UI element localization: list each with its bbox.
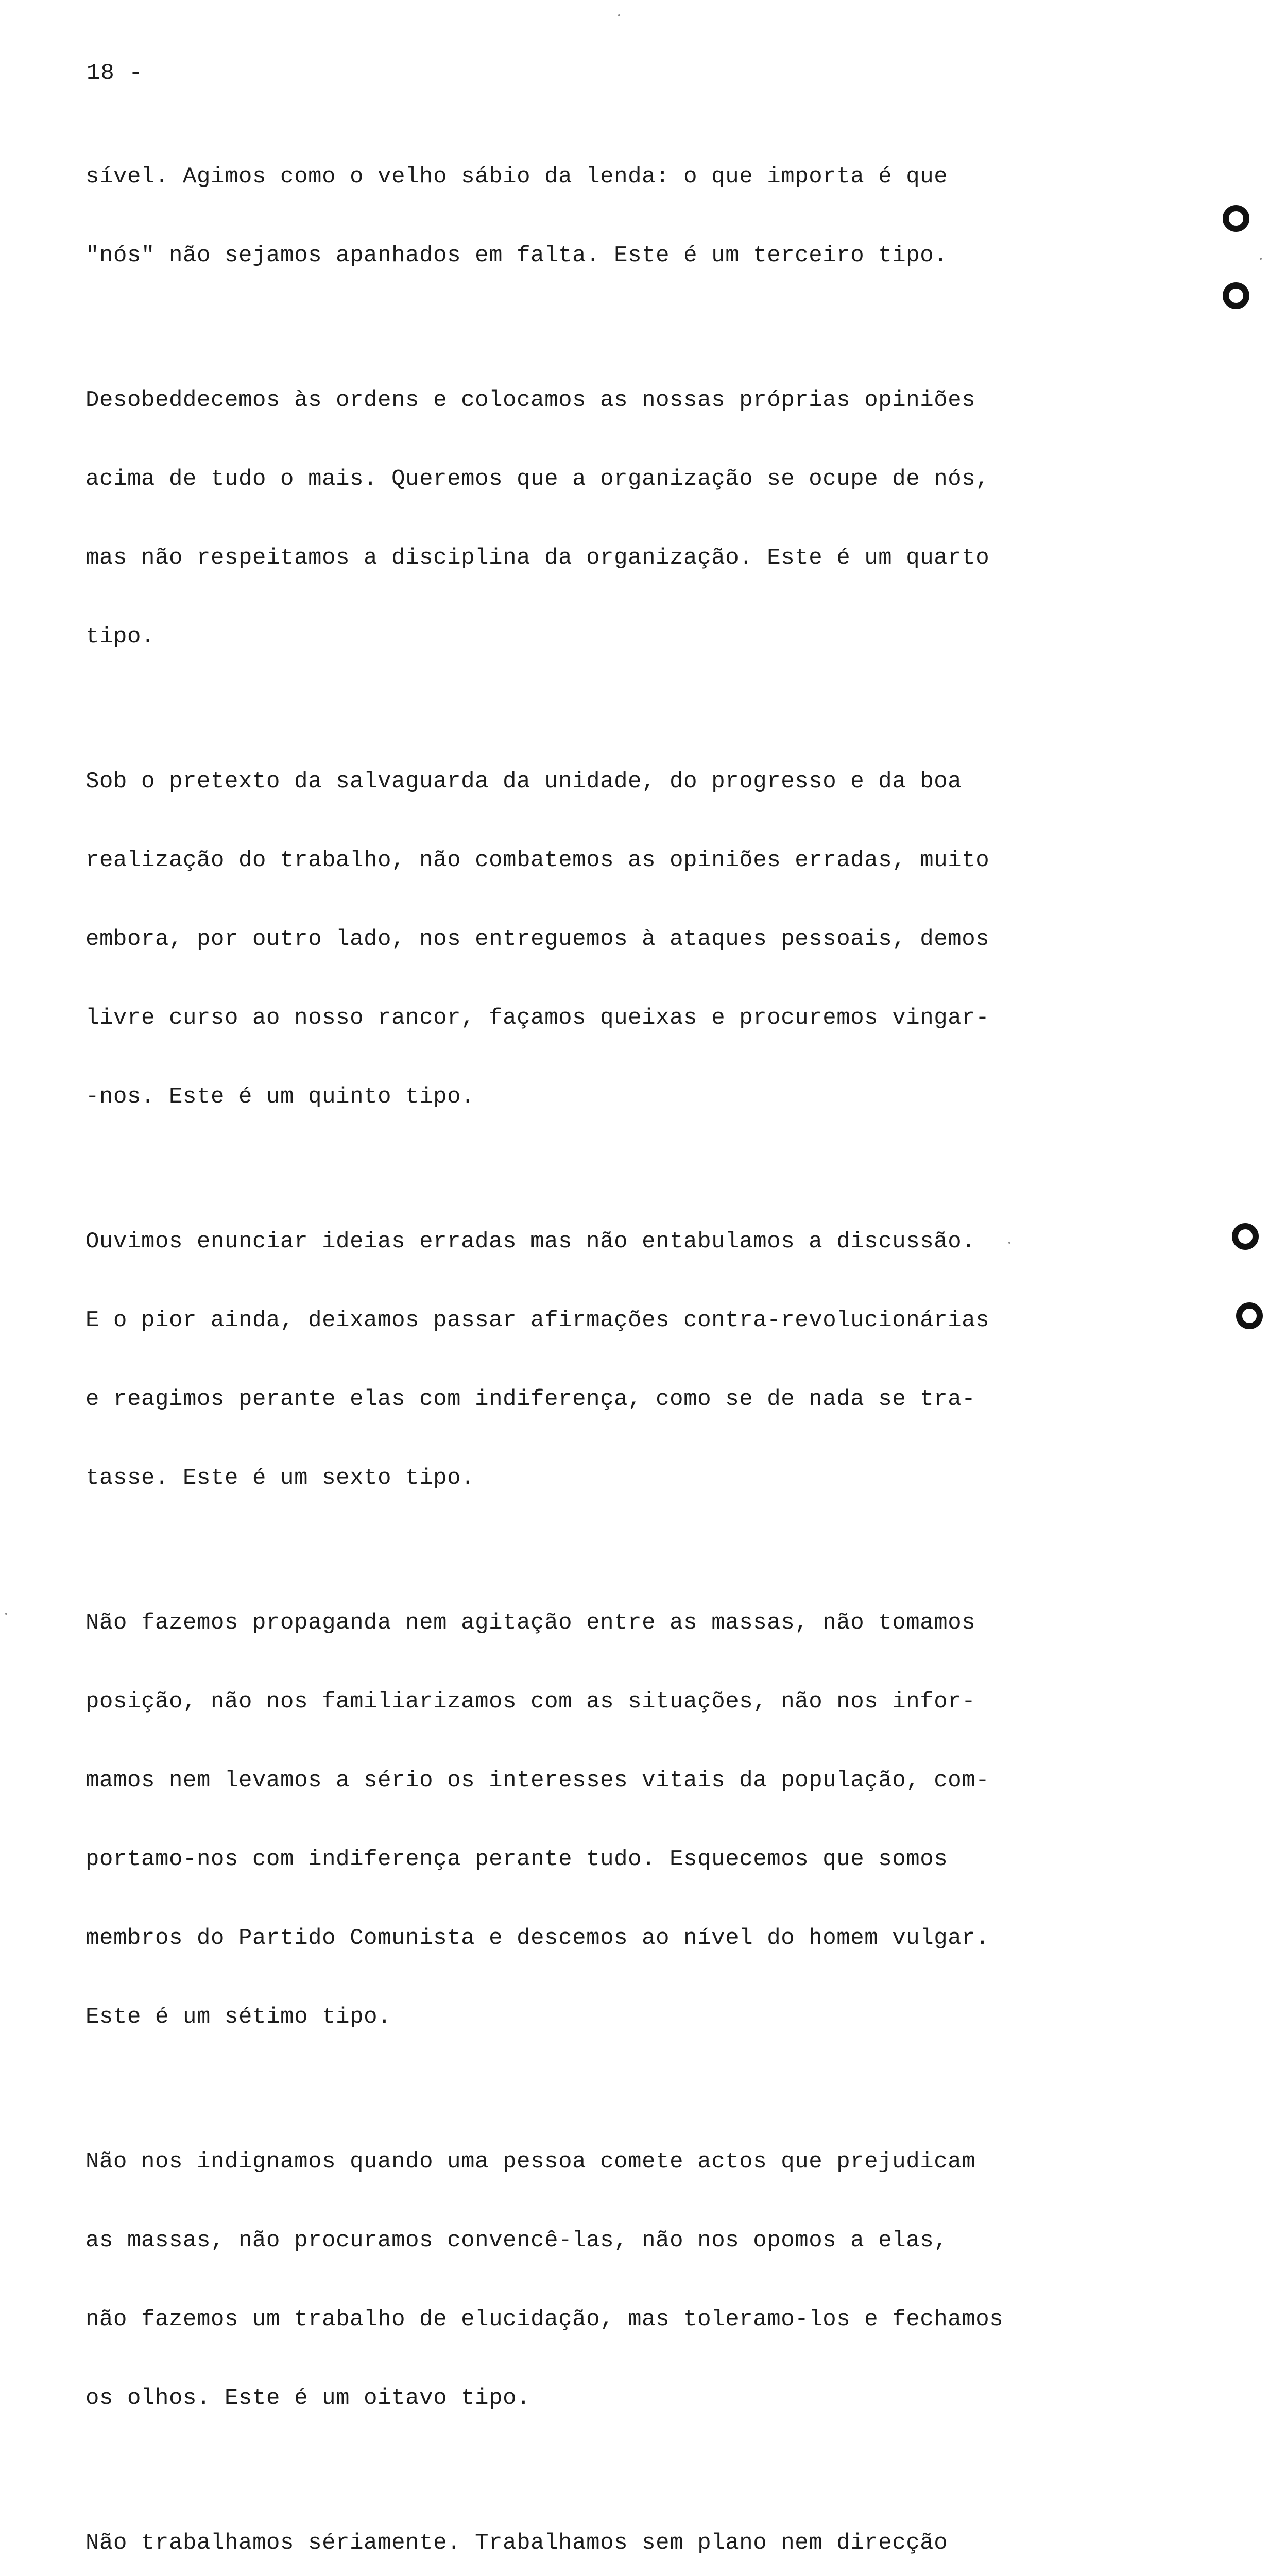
- scan-speck: [1260, 258, 1262, 260]
- text-line: e reagimos perante elas com indiferença, como se de nada se tra-: [85, 1386, 976, 1412]
- scan-speck: [5, 1613, 7, 1615]
- text-line: as massas, não procuramos convencê-las, não nos opomos a elas,: [85, 2228, 948, 2253]
- text-line: não fazemos um trabalho de elucidação, mas toleramo-los e fechamos: [85, 2307, 1004, 2332]
- text-line: portamo-nos com indiferença perante tudo. Esquecemos que somos: [85, 1846, 948, 1872]
- text-line: E o pior ainda, deixamos passar afirmações contra-revolucionárias: [85, 1308, 990, 1333]
- paragraph: [85, 716, 1121, 1163]
- punch-hole: [1223, 282, 1249, 309]
- text-line: Não fazemos propaganda nem agitação entre as massas, não tomamos: [85, 1610, 976, 1636]
- page-number: 18 -: [87, 60, 143, 86]
- text-line: mas não respeitamos a disciplina da organização. Este é um quarto: [85, 545, 990, 571]
- text-line: Desobeddecemos às ordens e colocamos as nossas próprias opiniões: [85, 387, 976, 413]
- text-line: Ouvimos enunciar ideias erradas mas não entabulamos a discussão.: [85, 1229, 976, 1255]
- text-line: posição, não nos familiarizamos com as situações, não nos infor-: [85, 1689, 976, 1715]
- text-line: membros do Partido Comunista e descemos ao nível do homem vulgar.: [85, 1925, 990, 1951]
- paragraph: [85, 2478, 1121, 2576]
- text-line: tasse. Este é um sexto tipo.: [85, 1465, 475, 1491]
- text-line: -nos. Este é um quinto tipo.: [85, 1084, 475, 1110]
- punch-hole: [1236, 1302, 1263, 1329]
- paragraph: [85, 111, 1121, 321]
- text-line: acima de tudo o mais. Queremos que a organização se ocupe de nós,: [85, 466, 990, 492]
- paragraph: [85, 335, 1121, 703]
- text-line: Sob o pretexto da salvaguarda da unidade, do progresso e da boa: [85, 769, 962, 794]
- text-line: Não trabalhamos sériamente. Trabalhamos sem plano nem direcção: [85, 2530, 948, 2556]
- paragraph: [85, 1557, 1121, 2083]
- text-line: realização do trabalho, não combatemos as opiniões erradas, muito: [85, 848, 990, 873]
- text-line: embora, por outro lado, nos entreguemos à ataques pessoais, demos: [85, 926, 990, 952]
- paragraph: [85, 1176, 1121, 1544]
- scan-speck: [1008, 1242, 1010, 1244]
- punch-hole: [1223, 205, 1249, 232]
- text-line: Não nos indignamos quando uma pessoa comete actos que prejudicam: [85, 2149, 976, 2175]
- text-line: livre curso ao nosso rancor, façamos queixas e procuremos vingar-: [85, 1005, 990, 1031]
- text-line: "nós" não sejamos apanhados em falta. Este é um terceiro tipo.: [85, 243, 948, 268]
- text-line: Este é um sétimo tipo.: [85, 2004, 392, 2030]
- text-line: mamos nem levamos a sério os interesses vitais da população, com-: [85, 1768, 990, 1793]
- text-line: tipo.: [85, 624, 156, 650]
- document-body: [85, 111, 1121, 2576]
- text-line: os olhos. Este é um oitavo tipo.: [85, 2385, 531, 2411]
- scan-speck: [618, 14, 620, 16]
- paragraph: [85, 2096, 1121, 2464]
- text-line: sível. Agimos como o velho sábio da lenda: o que importa é que: [85, 164, 948, 190]
- punch-hole: [1232, 1223, 1259, 1250]
